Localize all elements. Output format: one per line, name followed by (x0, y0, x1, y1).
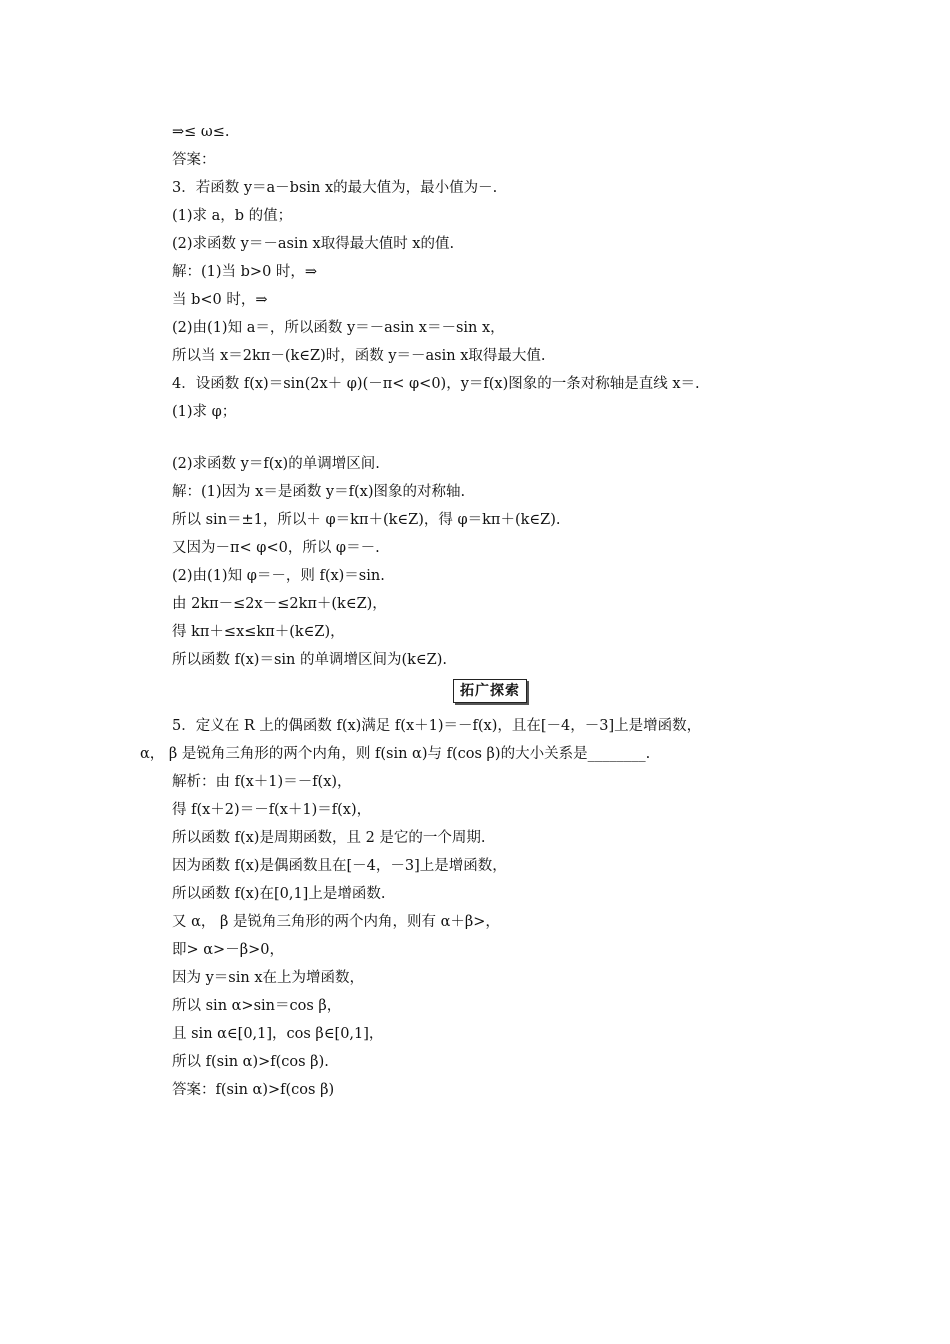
text-line: 解：(1)当 b>0 时，⇒ (172, 264, 318, 280)
text-line: 所以函数 f(x)在[0,1]上是增函数. (172, 886, 386, 902)
text-line: 得 f(x＋2)＝－f(x＋1)＝f(x)， (172, 802, 372, 818)
text-line: (1)求 a，b 的值； (172, 208, 293, 224)
text-line: 5．定义在 R 上的偶函数 f(x)满足 f(x＋1)＝－f(x)，且在[－4，－3]上是增函数， (172, 718, 702, 734)
text-line: 4．设函数 f(x)＝sin(2x＋ φ)(－π< φ<0)，y＝f(x)图象的一条对称轴是直线 x＝. (172, 376, 700, 392)
text-line: 因为函数 f(x)是偶函数且在[－4，－3]上是增函数， (172, 858, 507, 874)
text-line: 答案： (172, 152, 216, 168)
text-line: 又因为－π< φ<0，所以 φ＝－. (172, 540, 380, 556)
text-line: 所以函数 f(x)＝sin 的单调增区间为(k∈Z). (172, 652, 448, 668)
text-line: 解析：由 f(x＋1)＝－f(x)， (172, 774, 352, 790)
text-line: 所以当 x＝2kπ－(k∈Z)时，函数 y＝－asin x取得最大值. (172, 348, 546, 364)
text-line: (1)求 φ； (172, 404, 237, 420)
text-line: 且 sin α∈[0,1]，cos β∈[0,1]， (172, 1026, 384, 1042)
text-line: 答案：f(sin α)>f(cos β) (172, 1082, 335, 1098)
text-line: 解：(1)因为 x＝是函数 y＝f(x)图象的对称轴. (172, 484, 466, 500)
text-line: 又 α， β 是锐角三角形的两个内角，则有 α＋β>， (172, 914, 500, 930)
text-line: 因为 y＝sin x在上为增函数， (172, 970, 365, 986)
text-line: 即> α>－β>0， (172, 942, 284, 958)
text-line: 所以函数 f(x)是周期函数，且 2 是它的一个周期. (172, 830, 486, 846)
text-line: 所以 f(sin α)>f(cos β). (172, 1054, 329, 1070)
text-line: 得 kπ＋≤x≤kπ＋(k∈Z)， (172, 624, 345, 640)
text-line: 由 2kπ－≤2x－≤2kπ＋(k∈Z)， (172, 596, 387, 612)
text-line: 所以 sin＝±1，所以＋ φ＝kπ＋(k∈Z)，得 φ＝kπ＋(k∈Z). (172, 512, 561, 528)
text-line: (2)由(1)知 φ＝－，则 f(x)＝sin. (172, 568, 385, 584)
section-heading-box: 拓广探索 (453, 679, 527, 703)
text-line: ⇒≤ ω≤. (172, 124, 230, 140)
text-line: (2)由(1)知 a＝，所以函数 y＝－asin x＝－sin x， (172, 320, 505, 336)
text-line: 当 b<0 时，⇒ (172, 292, 268, 308)
text-line: α， β 是锐角三角形的两个内角，则 f(sin α)与 f(cos β)的大小关系是________. (140, 746, 651, 762)
text-line: (2)求函数 y＝f(x)的单调增区间. (172, 456, 380, 472)
text-line: (2)求函数 y＝－asin x取得最大值时 x的值. (172, 236, 455, 252)
text-line: 3．若函数 y＝a－bsin x的最大值为，最小值为－. (172, 180, 498, 196)
text-line: 所以 sin α>sin＝cos β， (172, 998, 342, 1014)
